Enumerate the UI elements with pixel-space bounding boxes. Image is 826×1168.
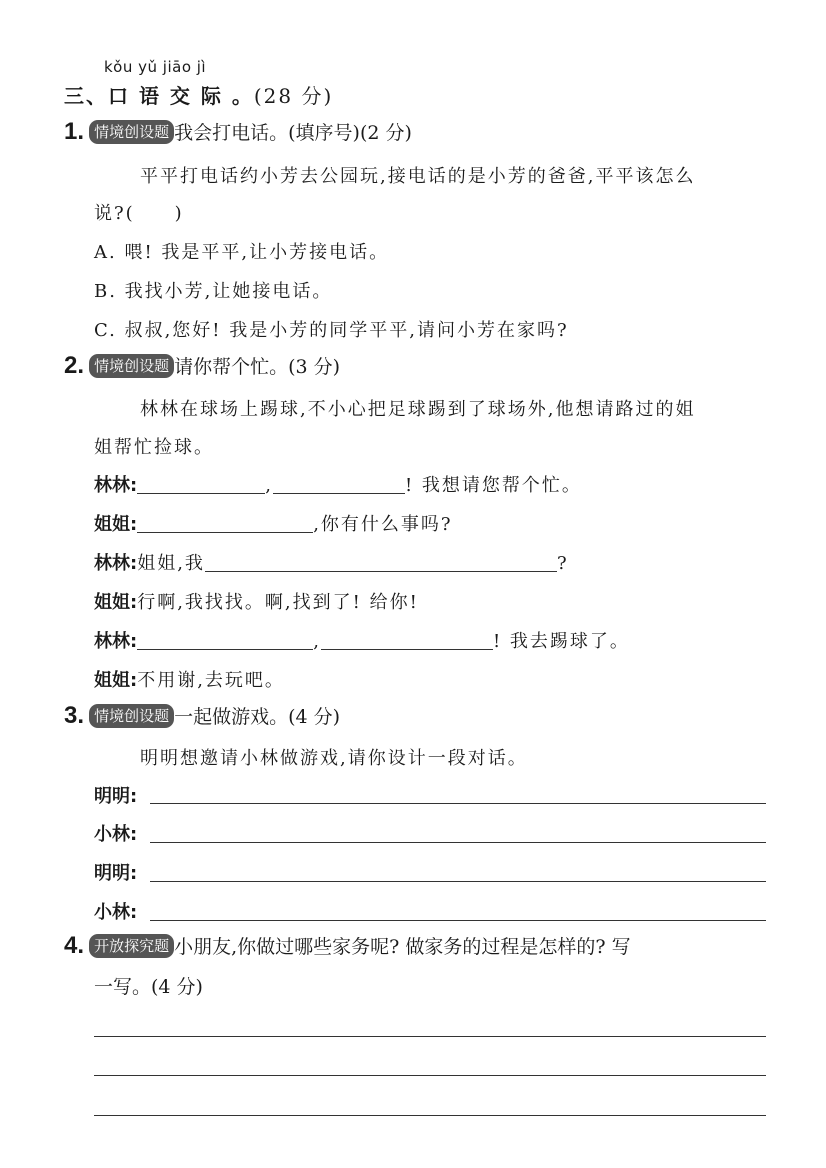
speaker-label: 林林:: [94, 475, 138, 496]
section-title-text: 三、口 语 交 际 。: [64, 84, 254, 108]
answer-line[interactable]: [150, 803, 766, 804]
speaker-label: 林林:: [94, 553, 138, 574]
question-type-tag: 情境创设题: [89, 120, 174, 144]
section-points: (28 分): [253, 84, 334, 108]
speaker-label: 姐姐:: [94, 670, 138, 691]
question-title: 小朋友,你做过哪些家务呢? 做家务的过程是怎样的? 写: [174, 936, 631, 958]
dialogue-line-5: [94, 627, 630, 653]
dialogue-text: ?: [556, 553, 569, 574]
question-1-passage-line-2: 说?( ): [94, 203, 184, 224]
question-title: 请你帮个忙。(3 分): [174, 356, 341, 378]
answer-line[interactable]: [94, 1075, 766, 1076]
question-4-header: [64, 932, 631, 960]
dialogue-line-4: [94, 588, 419, 614]
question-type-tag: 情境创设题: [89, 354, 174, 378]
question-number: 4.: [64, 932, 85, 959]
comma: ,: [313, 631, 321, 652]
dialogue-line-6: [94, 666, 285, 692]
speaker-label: 明明:: [94, 786, 138, 807]
question-title: 我会打电话。(填序号)(2 分): [174, 122, 412, 144]
question-title: 一起做游戏。(4 分): [174, 706, 341, 728]
answer-blank[interactable]: [205, 553, 557, 572]
question-3-prompt: 明明想邀请小林做游戏,请你设计一段对话。: [140, 748, 528, 769]
answer-line[interactable]: [150, 920, 766, 921]
option-c: C. 叔叔,您好! 我是小芳的同学平平,请问小芳在家吗?: [94, 320, 569, 341]
dialogue-text: ,你有什么事吗?: [313, 514, 453, 535]
option-b: B. 我找小芳,让她接电话。: [94, 281, 333, 302]
dialogue-text: 行啊,我找找。啊,找到了! 给你!: [137, 592, 419, 613]
answer-line[interactable]: [150, 881, 766, 882]
question-3-header: [64, 702, 340, 730]
speaker-label: 小林:: [94, 902, 138, 923]
dialogue-text: 不用谢,去玩吧。: [137, 670, 285, 691]
question-2-header: [64, 352, 340, 380]
speaker-label: 姐姐:: [94, 592, 138, 613]
question-type-tag: 情境创设题: [89, 704, 174, 728]
dialogue-line-3: [94, 549, 569, 575]
answer-line[interactable]: [94, 1036, 766, 1037]
answer-line[interactable]: [94, 1115, 766, 1116]
question-2-passage-line-1: 林林在球场上踢球,不小心把足球踢到了球场外,他想请路过的姐: [140, 399, 696, 420]
comma: ,: [265, 475, 273, 496]
answer-line[interactable]: [150, 842, 766, 843]
question-4-title-cont: 一写。(4 分): [94, 976, 203, 998]
question-number: 2.: [64, 352, 85, 379]
answer-blank[interactable]: [273, 475, 405, 494]
speaker-label: 姐姐:: [94, 514, 138, 535]
answer-blank[interactable]: [137, 475, 265, 494]
dialogue-line-1: [94, 471, 582, 497]
speaker-label: 林林:: [94, 631, 138, 652]
question-type-tag: 开放探究题: [89, 934, 174, 958]
speaker-label: 小林:: [94, 824, 138, 845]
section-title: [64, 80, 333, 109]
question-1-header: [64, 118, 412, 146]
section-pinyin: kǒu yǔ jiāo jì: [104, 58, 207, 76]
answer-blank[interactable]: [137, 631, 313, 650]
answer-blank[interactable]: [321, 631, 493, 650]
question-number: 3.: [64, 702, 85, 729]
dialogue-text: ! 我去踢球了。: [492, 631, 630, 652]
question-2-passage-line-2: 姐帮忙捡球。: [94, 437, 214, 458]
question-1-passage-line-1: 平平打电话约小芳去公园玩,接电话的是小芳的爸爸,平平该怎么: [140, 166, 696, 187]
dialogue-text: ! 我想请您帮个忙。: [404, 475, 582, 496]
dialogue-text: 姐姐,我: [137, 553, 205, 574]
question-number: 1.: [64, 118, 85, 145]
speaker-label: 明明:: [94, 863, 138, 884]
option-a: A. 喂! 我是平平,让小芳接电话。: [94, 242, 390, 263]
answer-blank[interactable]: [137, 514, 313, 533]
dialogue-line-2: [94, 510, 453, 536]
